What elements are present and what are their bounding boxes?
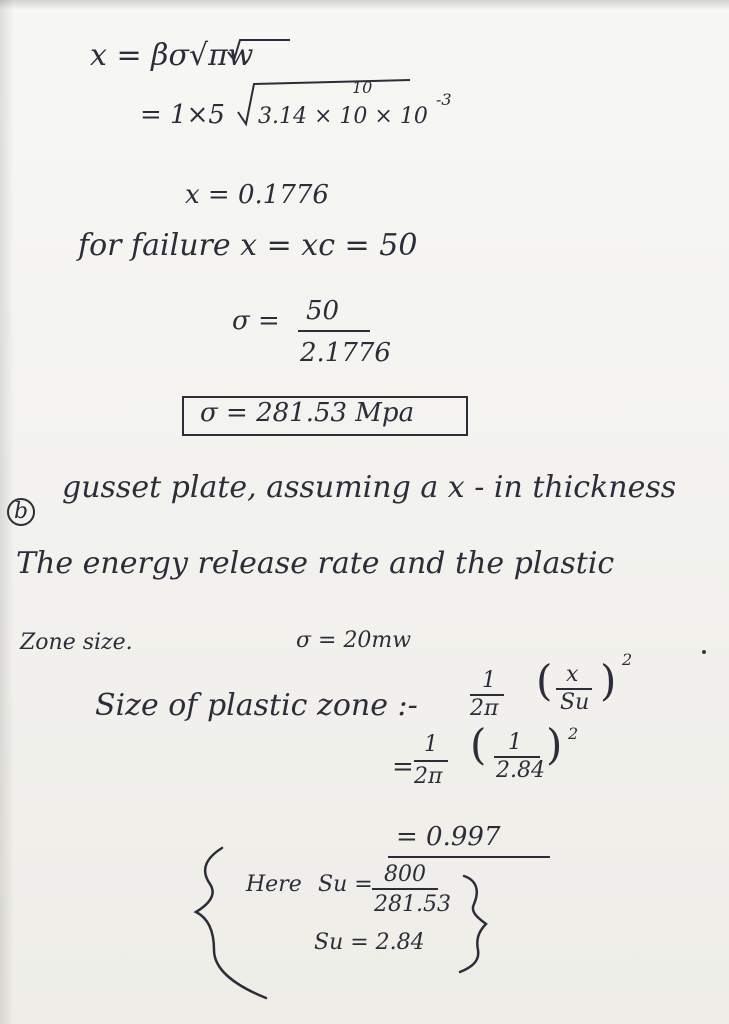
equation-2-exponent: -3 <box>436 90 452 109</box>
part-b-marker: b <box>7 498 35 526</box>
sigma-fraction-bar <box>298 330 370 332</box>
step-2-frac-denominator: 2.84 <box>496 758 545 783</box>
su-denominator: 281.53 <box>374 892 451 917</box>
su-fraction-bar <box>372 888 438 890</box>
su-lhs: Su = <box>318 872 373 897</box>
step-2-frac-numerator: 1 <box>508 730 522 755</box>
step-2-coef-numerator: 1 <box>424 732 438 757</box>
step-2-right-paren: ) <box>546 720 563 769</box>
equation-1: x = βσ√πw <box>90 38 254 73</box>
step-3-underline <box>388 856 550 858</box>
step-2-exponent: 2 <box>568 724 579 743</box>
step-2-equals: = <box>392 752 414 782</box>
equation-3: x = 0.1776 <box>185 180 329 210</box>
problem-line-1: gusset plate, assuming a x - in thickness <box>62 470 677 505</box>
plastic-frac-denominator: Su <box>560 690 590 715</box>
sigma-denominator: 2.1776 <box>300 338 391 368</box>
plastic-coef-numerator: 1 <box>482 668 496 693</box>
problem-line-3: Zone size. <box>20 630 133 655</box>
page-top-shadow <box>0 0 729 10</box>
given-stress: σ = 20mw <box>296 628 412 653</box>
plastic-coef-denominator: 2π <box>470 696 499 721</box>
equation-2-prefix: = 1×5 <box>140 100 225 130</box>
sigma-numerator: 50 <box>306 296 340 326</box>
step-2-left-paren: ( <box>470 720 487 769</box>
plastic-right-paren: ) <box>600 656 617 705</box>
equation-2-overwrite: 10 <box>352 78 373 97</box>
su-result: Su = 2.84 <box>314 930 425 955</box>
step-2-coef-bar <box>414 760 448 762</box>
problem-line-2: The energy release rate and the plastic <box>16 546 615 581</box>
step-2-coef-denominator: 2π <box>414 764 443 789</box>
here-label: Here <box>246 872 302 897</box>
sigma-lhs: σ = <box>232 306 280 336</box>
plastic-exponent: 2 <box>622 650 633 669</box>
su-numerator: 800 <box>384 862 426 887</box>
stray-dot <box>702 650 706 654</box>
plastic-left-paren: ( <box>536 656 553 705</box>
plastic-zone-label: Size of plastic zone :- <box>95 688 418 723</box>
failure-condition: for failure x = xc = 50 <box>78 228 418 263</box>
boxed-result: σ = 281.53 Mpa <box>200 398 415 428</box>
step-3-result: = 0.997 <box>396 822 501 852</box>
plastic-frac-numerator: x <box>566 662 579 687</box>
equation-2-radicand: 3.14 × 10 × 10 <box>258 104 428 129</box>
